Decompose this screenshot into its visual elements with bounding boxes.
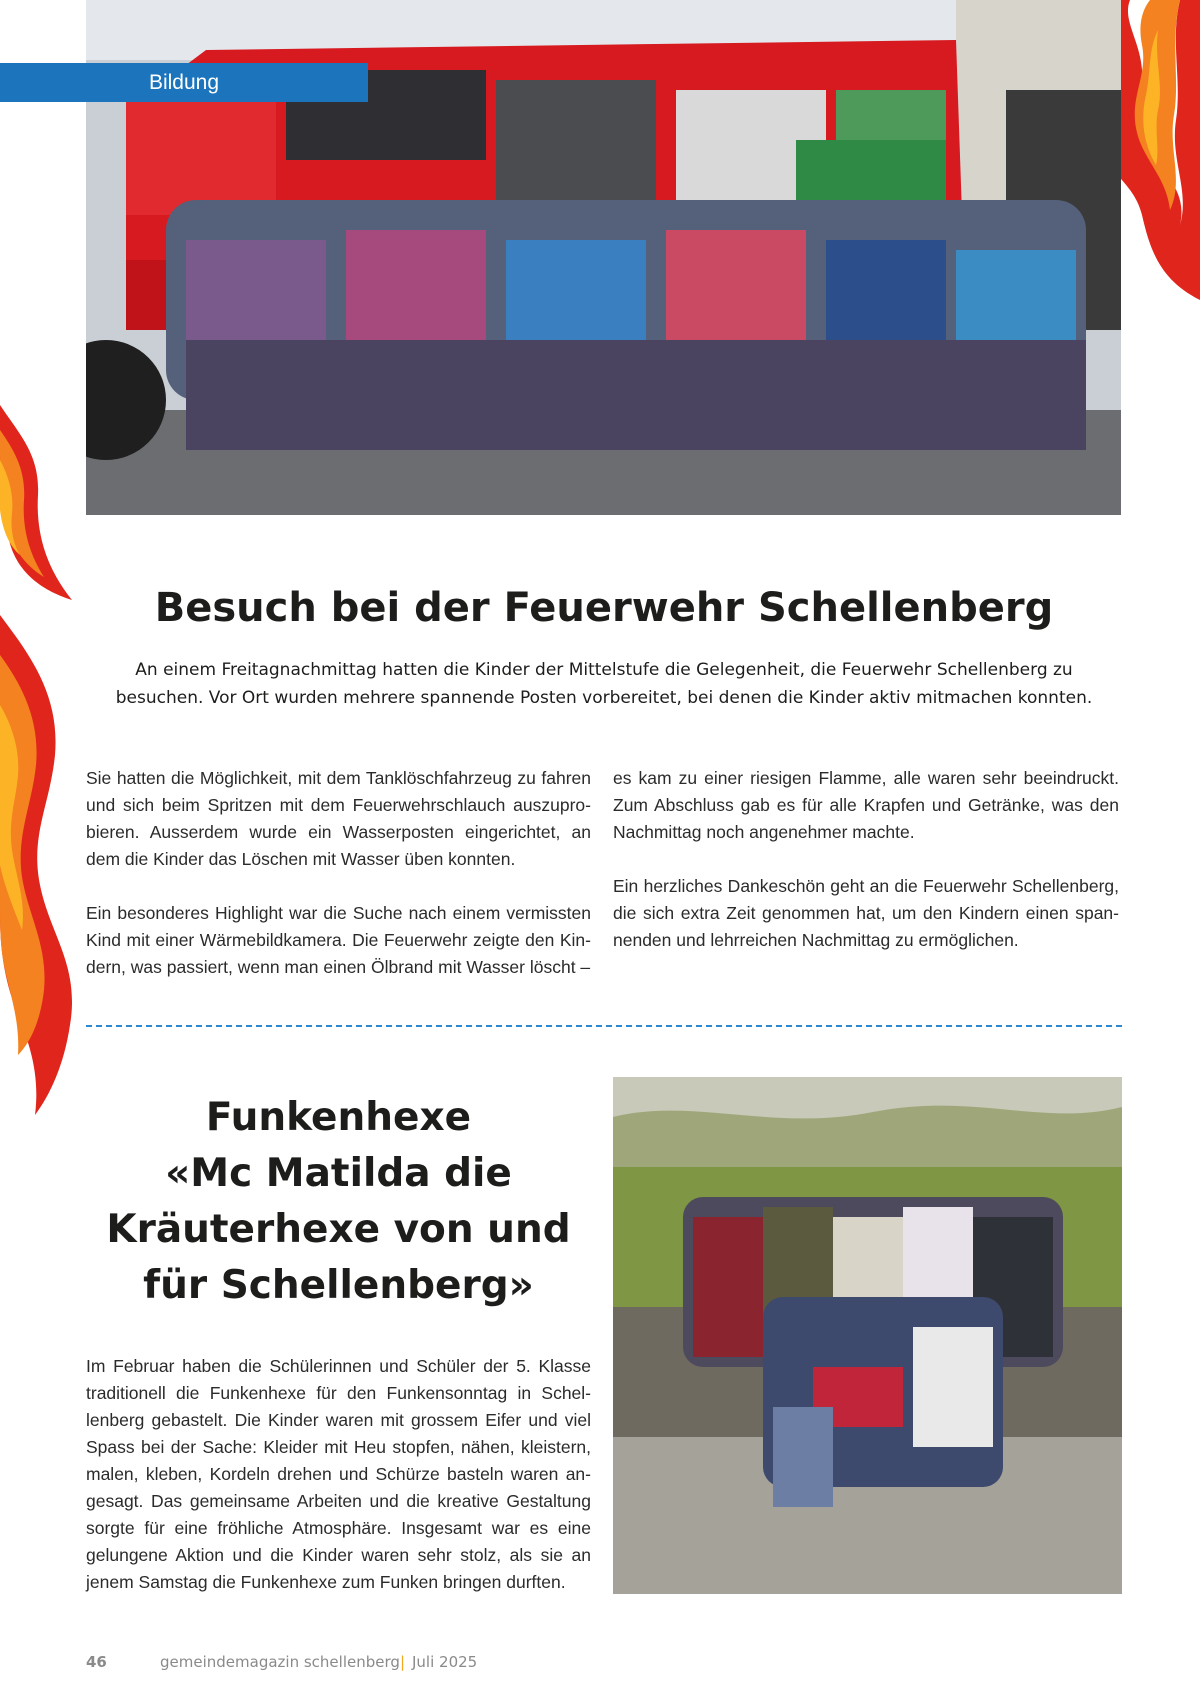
paragraph: Sie hatten die Möglichkeit, mit dem Tanklöschfahrzeug zu fahren und sich beim Spritzen mit dem Feuerwehrschlauch auszupro-bieren. Ausserdem wurde ein Wasserposten eingerichtet, an dem die Kinder das Löschen mit Wasser üben konnten. [86, 768, 591, 869]
funkenhexe-group-photo [613, 1077, 1122, 1594]
article-body-column-2 [613, 765, 1119, 981]
title-line: für Schellenberg» [143, 1263, 534, 1308]
title-line: Funkenhexe [205, 1095, 472, 1140]
paragraph: es kam zu einer riesigen Flamme, alle waren sehr beeindruckt. Zum Abschluss gab es für alle Krapfen und Getränke, was den Nachmittag noch angenehmer machte. [613, 768, 1119, 842]
page-number: 46 [86, 1653, 107, 1671]
section-tag-label: Bildung [148, 70, 220, 94]
paragraph: Im Februar haben die Schülerinnen und Schüler der 5. Klasse traditionell die Funkenhexe für den Funkensonntag in Schel-lenberg gebastelt. Die Kinder waren mit grossem Eifer und viel Spass bei der Sache: Kleider mit Heu stopfen, nähen, kleistern, malen, kleben, Kordeln drehen und Schürze basteln waren an-gesagt. Das gemeinsame Arbeiten und die kreative Gestaltung sorgte für eine fröhliche Atmosphäre. Insgesamt war es eine gelungene Aktion und die Kinder waren sehr stolz, als sie an jenem Samstag die Funkenhexe zum Funken bringen durften. [86, 1356, 591, 1592]
footer-separator: | [400, 1653, 406, 1671]
article-title: Besuch bei der Feuerwehr Schellenberg [154, 585, 1054, 631]
article-body-column-1 [86, 765, 591, 1008]
article-body [86, 1353, 591, 1596]
title-line: Kräuterhexe von und [106, 1207, 571, 1252]
paragraph: Ein besonderes Highlight war die Suche nach einem vermissten Kind mit einer Wärmebildkamera. Die Feuerwehr zeigte den Kin-dern, was passiert, wenn man einen Ölbrand mit Wasser löscht – [86, 903, 591, 977]
paragraph: Ein herzliches Dankeschön geht an die Feuerwehr Schellenberg, die sich extra Zeit genommen hat, um den Kindern einen span-nenden und lehrreichen Nachmittag zu ermöglichen. [613, 876, 1119, 950]
flame-left-upper-illustration [0, 405, 80, 615]
article-title [86, 1090, 591, 1314]
publication-name: gemeindemagazin schellenberg [160, 1653, 400, 1671]
flame-left-lower-illustration [0, 615, 90, 1115]
section-tag [0, 63, 368, 102]
issue-date: Juli 2025 [412, 1653, 478, 1671]
title-line: «Mc Matilda die [165, 1151, 512, 1196]
article-lead: An einem Freitagnachmittag hatten die Kinder der Mittelstufe die Gelegenheit, die Feuerwehr Schellenberg zu besuchen. Vor Ort wurden mehrere spannende Posten vorbereitet, bei denen die Kinder aktiv mitmachen konnten. [115, 660, 1093, 708]
section-divider [86, 1025, 1122, 1027]
